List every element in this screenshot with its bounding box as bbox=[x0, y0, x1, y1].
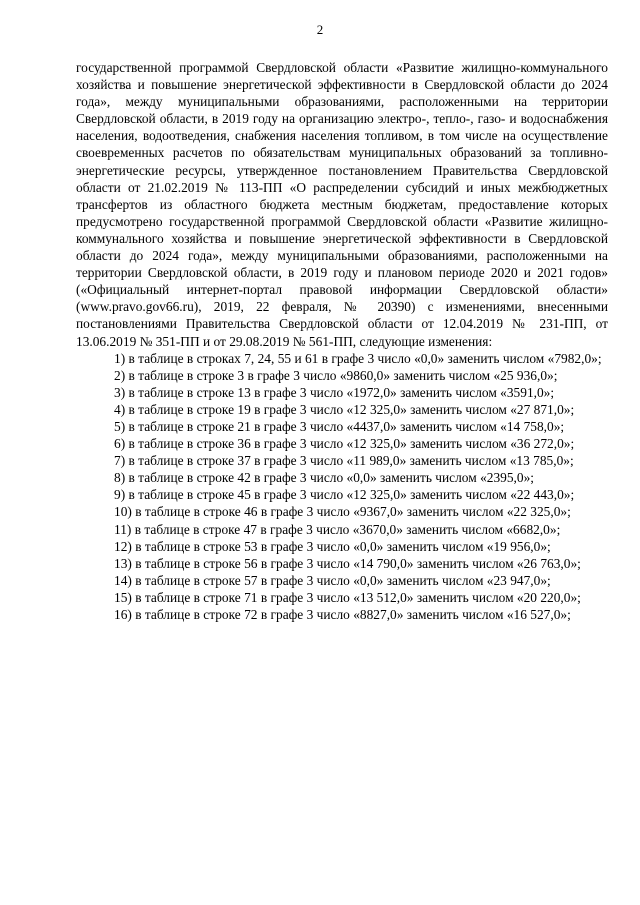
change-item: 15) в таблице в строке 71 в графе 3 число «13 512,0» заменить числом «20 220,0»; bbox=[114, 589, 581, 605]
change-item: 11) в таблице в строке 47 в графе 3 число «3670,0» заменить числом «6682,0»; bbox=[114, 521, 561, 537]
change-item: 8) в таблице в строке 42 в графе 3 число «0,0» заменить числом «2395,0»; bbox=[114, 470, 535, 486]
change-item: 4) в таблице в строке 19 в графе 3 число «12 325,0» заменить числом «27 871,0»; bbox=[114, 401, 575, 417]
change-item: 9) в таблице в строке 45 в графе 3 число «12 325,0» заменить числом «22 443,0»; bbox=[114, 487, 575, 503]
document-body bbox=[76, 59, 608, 623]
change-item: 16) в таблице в строке 72 в графе 3 число «8827,0» заменить числом «16 527,0»; bbox=[114, 607, 571, 622]
change-item: 13) в таблице в строке 56 в графе 3 число «14 790,0» заменить числом «26 763,0»; bbox=[114, 555, 581, 571]
change-item: 2) в таблице в строке 3 в графе 3 число «9860,0» заменить числом «25 936,0»; bbox=[114, 367, 558, 383]
change-item: 1) в таблице в строках 7, 24, 55 и 61 в графе 3 число «0,0» заменить числом «7982,0»; bbox=[114, 350, 602, 366]
changes-list bbox=[76, 350, 608, 624]
change-item: 10) в таблице в строке 46 в графе 3 число «9367,0» заменить числом «22 325,0»; bbox=[114, 504, 571, 520]
intro-paragraph: государственной программой Свердловской области «Развитие жилищно-коммунального хозяйства и повышение энергетической эффективности в Свердловской области до 2024 года», между муниципальными образованиями, расположенными на территории Свердловской области, в 2019 году на организацию электро-, тепло-, газо- и водоснабжения населения, водоотведения, снабжения населения топливом, в том числе на осуществление своевременных расчетов по обязательствам муниципальных образований за топливно-энергетические ресурсы, утвержденное постановлением Правительства Свердловской области от 21.02.2019 № 113-ПП «О распределении субсидий и иных межбюджетных трансфертов из областного бюджета местным бюджетам, предоставление которых предусмотрено государственной программой Свердловской области «Развитие жилищно-коммунального хозяйства и повышение энергетической эффективности в Свердловской области до 2024 года», между муниципальными образованиями, расположенными на территории Свердловской области, в 2019 году и плановом периоде 2020 и 2021 годов» («Официальный интернет-портал правовой информации Свердловской области» (www.pravo.gov66.ru), 2019, 22 февраля, № 20390) с изменениями, внесенными постановлениями Правительства Свердловской области от 12.04.2019 № 231-ПП, от 13.06.2019 № 351-ПП и от 29.08.2019 № 561-ПП, следующие изменения: bbox=[76, 60, 608, 349]
change-item: 3) в таблице в строке 13 в графе 3 число «1972,0» заменить числом «3591,0»; bbox=[114, 384, 555, 400]
change-item: 7) в таблице в строке 37 в графе 3 число «11 989,0» заменить числом «13 785,0»; bbox=[114, 453, 574, 469]
change-item: 6) в таблице в строке 36 в графе 3 число «12 325,0» заменить числом «36 272,0»; bbox=[114, 436, 575, 452]
change-item: 14) в таблице в строке 57 в графе 3 число «0,0» заменить числом «23 947,0»; bbox=[114, 572, 551, 588]
change-item: 5) в таблице в строке 21 в графе 3 число «4437,0» заменить числом «14 758,0»; bbox=[114, 418, 565, 434]
page-number: 2 bbox=[316, 22, 324, 37]
change-item: 12) в таблице в строке 53 в графе 3 число «0,0» заменить числом «19 956,0»; bbox=[114, 538, 551, 554]
